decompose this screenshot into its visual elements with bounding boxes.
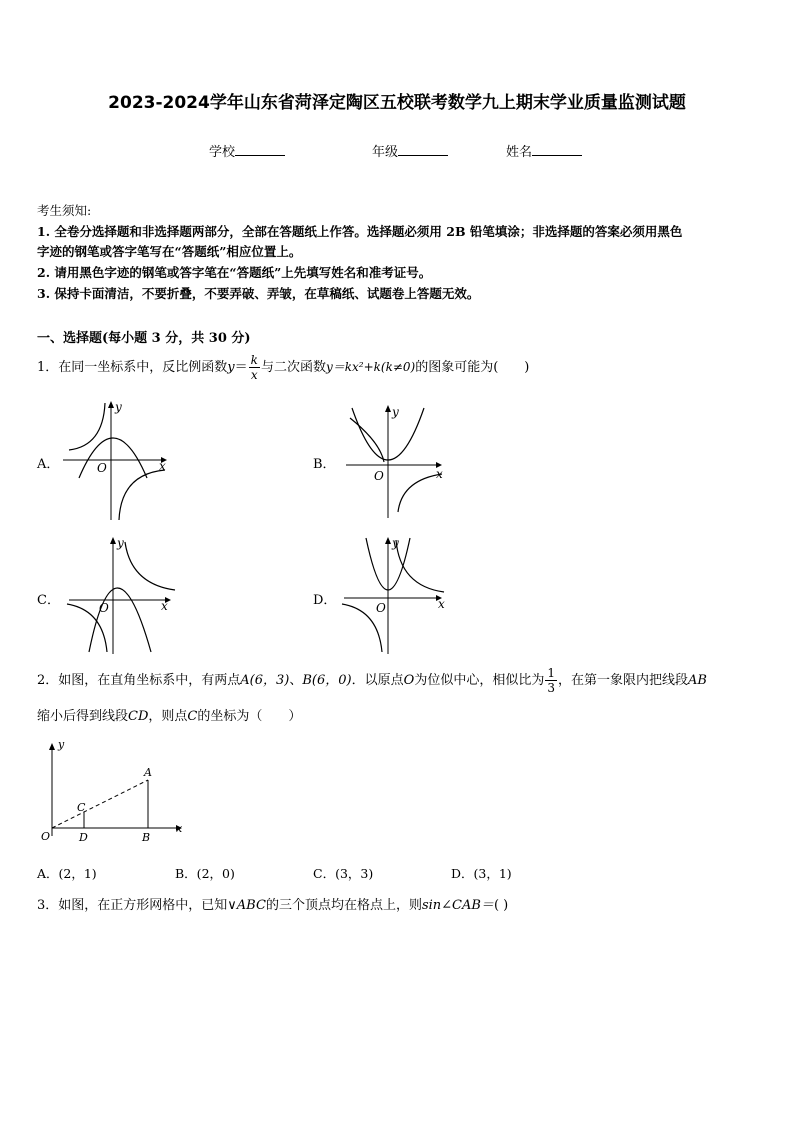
q2-option-c[interactable]: C．(3，3) — [313, 866, 374, 881]
page-title: 2023-2024学年山东省菏泽定陶区五校联考数学九上期末学业质量监测试题 — [108, 93, 686, 113]
q1-eq: ＝ — [234, 360, 248, 375]
q2-ab: AB — [687, 673, 707, 688]
q2-text-f: ，则点 — [148, 709, 188, 724]
q1-option-b-graph — [338, 402, 450, 520]
segment-oa-dashed — [52, 780, 148, 828]
q1-option-a-graph — [63, 398, 173, 523]
q2-text-g: 的坐标为（ ） — [197, 709, 302, 724]
x-label: x — [161, 599, 168, 613]
y-axis-arrow — [108, 401, 114, 408]
hyperbola-branch-1 — [69, 403, 105, 450]
y-axis-arrow — [385, 405, 391, 412]
q1-frac-num: k — [250, 353, 258, 367]
y-label: y — [58, 738, 65, 751]
q1-mid: 与二次函数 — [260, 360, 326, 375]
notice-heading: 考生须知: — [37, 203, 92, 218]
q3-prefix: 3．如图，在正方形网格中，已知 — [37, 898, 228, 913]
origin-label: O — [41, 830, 51, 843]
name-field — [506, 141, 582, 160]
hyperbola-branch-2 — [119, 470, 165, 520]
parabola — [79, 438, 147, 478]
notice-item-1b: 字迹的钢笔或答字笔写在“答题纸”相应位置上。 — [37, 244, 302, 259]
q2-point-b: B(6，0) — [302, 673, 352, 688]
q2-option-a[interactable]: A．(2，1) — [37, 866, 97, 881]
notice-item-1a: 1. 全卷分选择题和非选择题两部分，全部在答题纸上作答。选择题必须用 2B 铅笔填涂；非选择题的答案必须用黑色 — [37, 224, 683, 239]
q3-suffix: ( ) — [493, 898, 509, 913]
q1-option-d-graph — [338, 534, 450, 656]
question-1-text — [37, 352, 757, 383]
question-2-line-1 — [37, 666, 757, 696]
origin-label: O — [374, 469, 384, 483]
section-heading: 一、选择题(每小题 3 分，共 30 分) — [37, 331, 251, 346]
q3-sin: sin∠CAB＝ — [421, 898, 494, 913]
grade-label: 年级 — [372, 145, 399, 160]
q1-option-a-label[interactable]: A． — [37, 457, 60, 472]
notice-item-3: 3. 保持卡面清洁，不要折叠，不要弄破、弄皱，在草稿纸、试题卷上答题无效。 — [37, 286, 480, 301]
y-axis-arrow — [385, 537, 391, 544]
x-label: x — [436, 467, 443, 481]
q1-frac-den: x — [250, 368, 258, 382]
q2-o: O — [403, 673, 415, 688]
question-3-text — [37, 894, 757, 913]
q2-frac-den: 3 — [547, 681, 555, 695]
x-label: x — [159, 459, 166, 473]
q3-mid: 的三个顶点均在格点上，则 — [265, 898, 422, 913]
q2-frac-num: 1 — [547, 666, 555, 680]
q2-fraction — [545, 666, 557, 695]
q1-option-c-label[interactable]: C． — [37, 593, 60, 608]
name-blank — [532, 143, 582, 156]
q2-c: C — [187, 709, 198, 724]
q1-option-c-graph — [63, 534, 181, 656]
notice-item-2: 2. 请用黑色字迹的钢笔或答字笔在“答题纸”上先填写姓名和准考证号。 — [37, 265, 432, 280]
y-label: y — [392, 405, 399, 419]
q2-cd: CD — [128, 709, 149, 724]
q2-sep: 、 — [289, 673, 303, 688]
school-blank — [235, 143, 285, 156]
school-field — [209, 141, 285, 160]
y-label: y — [392, 536, 399, 550]
y-axis-arrow — [49, 743, 55, 750]
y-label: y — [115, 400, 122, 414]
hyperbola-branch-1 — [350, 418, 384, 462]
name-label: 姓名 — [506, 145, 533, 160]
point-a-label: A — [144, 766, 152, 779]
y-label: y — [117, 536, 124, 550]
origin-label: O — [97, 461, 107, 475]
q1-option-b-label[interactable]: B． — [313, 457, 336, 472]
question-2-line-2 — [37, 705, 757, 724]
q2-option-d[interactable]: D．(3，1) — [451, 866, 512, 881]
q1-func2: y＝kx²+k(k≠0) — [325, 360, 416, 374]
q3-triangle: ∨ABC — [227, 898, 266, 913]
q2-figure — [38, 736, 188, 846]
point-c-label: C — [77, 801, 86, 814]
q2-text-c: 为位似中心，相似比为 — [414, 673, 545, 688]
q2-text-a: 2．如图，在直角坐标系中，有两点 — [37, 673, 241, 688]
hyperbola-branch-1 — [396, 540, 444, 592]
origin-label: O — [99, 601, 109, 615]
q2-option-b[interactable]: B．(2，0) — [175, 866, 235, 881]
q2-text-b: ．以原点 — [351, 673, 404, 688]
q1-suffix: 的图象可能为( ) — [415, 360, 530, 375]
hyperbola-branch-1 — [125, 542, 175, 590]
parabola — [89, 588, 151, 652]
q1-option-d-label[interactable]: D． — [313, 593, 337, 608]
grade-blank — [398, 143, 448, 156]
q1-prefix: 1．在同一坐标系中，反比例函数 — [37, 360, 228, 375]
point-b-label: B — [142, 831, 151, 844]
origin-label: O — [376, 601, 386, 615]
y-axis-arrow — [110, 537, 116, 544]
x-label: x — [176, 822, 183, 835]
q2-text-d: ，在第一象限内把线段 — [557, 673, 688, 688]
school-label: 学校 — [209, 145, 236, 160]
q2-text-e: 缩小后得到线段 — [37, 709, 129, 724]
q2-point-a: A(6，3) — [240, 673, 290, 688]
grade-field — [372, 141, 448, 160]
point-d-label: D — [79, 831, 88, 844]
x-label: x — [438, 597, 445, 611]
q1-fraction — [249, 353, 260, 382]
q1-y: y — [227, 360, 235, 375]
